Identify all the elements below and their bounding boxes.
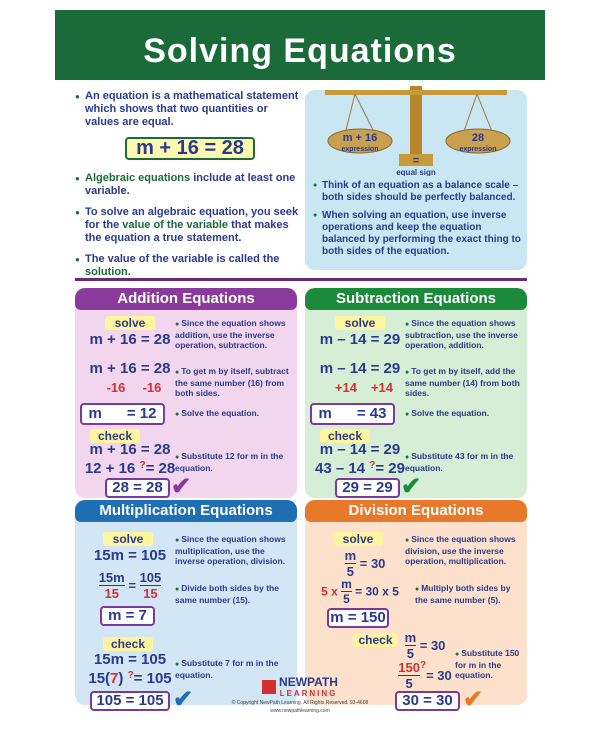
right-pan-sublabel: expression [459,146,497,153]
multiplication-check-label: check [103,637,153,651]
subtraction-equation-4 [310,460,410,477]
addition-note-1: ● Since the equation shows addition, use the inverse operation, subtraction. [175,318,295,350]
balance-paragraph-2: ● When solving an equation, use inverse operations and keep the equation balanced by performing the exact thing to both sides of the equation. [313,210,523,258]
division-eq3-right: = 30 [416,638,446,653]
newpath-logo-icon [262,680,276,694]
addition-subtract-left: -16 [106,380,126,395]
addition-check-label: check [90,429,140,443]
multiplication-f1-denominator: 15 [104,586,119,601]
multiplication-eq4-right: = 105 [133,670,172,687]
page-title: Solving Equations [143,32,457,70]
subtraction-note-3: ● Solve the equation. [405,408,525,420]
division-fraction-3 [405,630,417,661]
subtraction-equation-2: m – 14 = 29 [319,360,401,377]
intro-p4-start: The value of the variable is called the [85,253,280,265]
right-pan-label: 28 [471,132,485,144]
subtraction-note-2: ● To get m by itself, add the same number (14) from both sides. [405,366,525,398]
intro-paragraph-4 [75,253,305,279]
division-f1-denominator: 5 [346,564,354,579]
addition-equation-3: m + 16 = 28 [89,441,171,458]
addition-equation-1: m + 16 = 28 [89,331,171,348]
subtraction-question-mark: ? [369,460,376,471]
multiplication-final: 105 = 105 [90,691,170,711]
equal-sign-label: equal sign [396,168,436,176]
poster [55,10,545,725]
addition-eq4-right: = 28 [145,460,176,477]
subtraction-check-label: check [320,429,370,443]
term-algebraic-equations: Algebraic equations [85,172,191,184]
intro-p2-rest: include at least one variable. [85,172,296,197]
subtraction-eq4-left: 43 – 14 [315,460,370,477]
subtraction-equation-3: m – 14 = 29 [319,441,401,458]
multiplication-solve-label: solve [103,532,153,546]
logo-word-2: LEARNING [279,689,338,698]
subtraction-solve-label: solve [335,316,385,330]
multiplication-title: Multiplication Equations [75,500,297,522]
subtraction-equation-1: m – 14 = 29 [319,331,401,348]
multiplication-eq4-paren: ) [118,670,128,687]
intro-p3-end: that makes the equation a true statement. [85,219,289,244]
multiplication-checkmark-icon: ✔ [173,686,194,713]
addition-title: Addition Equations [75,288,297,310]
left-pan-sublabel: expression [341,146,379,153]
multiplication-note-2: ● Divide both sides by the same number (15). [175,583,295,605]
division-title: Division Equations [305,500,527,522]
addition-solve-label: solve [105,316,155,330]
addition-final: 28 = 28 [105,478,170,498]
division-equation-3 [395,630,455,661]
multiplication-question-mark: ? [127,670,134,681]
addition-note-3: ● Solve the equation. [175,408,295,420]
multiplication-fraction-left [99,570,125,601]
multiplication-equation-1: 15m = 105 [93,547,167,564]
left-pan-label: m + 16 [342,132,378,144]
division-multiply-step [305,577,415,606]
subtraction-add-right: +14 [370,380,394,395]
division-solve-label: solve [333,532,383,546]
footer [220,675,380,714]
subtraction-section [305,288,527,498]
addition-equation-2: m + 16 = 28 [89,360,171,377]
scale-beam [325,90,507,95]
term-value-of-variable: value of the variable [122,219,229,231]
newpath-logo [220,675,380,698]
division-equation-1 [320,548,410,579]
division-fraction-4 [398,660,420,691]
intro-paragraph-3 [75,206,305,245]
balance-text [313,180,523,264]
intro-paragraph-2 [75,172,305,198]
addition-equation-4 [80,460,180,477]
multiplication-eq4-left: 15( [88,670,111,687]
division-question-mark: ? [419,660,427,671]
multiplication-substituted-value: 7 [110,670,119,687]
subtraction-checkmark-icon: ✔ [401,473,422,500]
division-f1-numerator: m [344,548,357,563]
addition-note-2: ● To get m by itself, subtract the same number (16) from both sides. [175,366,295,398]
multiplication-note-3: ● Substitute 7 for m in the equation. [175,658,295,680]
multiplication-note-1: ● Since the equation shows multiplication, use the inverse operation, division. [175,534,295,566]
division-eq1-right: = 30 [356,556,386,571]
division-check-label: check [353,633,398,647]
section-divider [75,278,527,281]
division-note-3: ● Substitute 150 for m in the equation. [455,648,525,680]
division-equation-4 [390,660,460,691]
addition-subtract-right: -16 [142,380,162,395]
division-fraction-2 [341,577,352,606]
multiplication-equation-3: 15m = 105 [93,651,167,668]
multiplication-fraction-step [85,570,175,601]
copyright-text: © Copyright NewPath Learning. All Rights Reserved. 93-4608 [231,700,369,706]
title-banner [55,10,545,80]
addition-answer: m = 12 [80,403,165,425]
multiplication-f2-denominator: 15 [143,586,158,601]
division-final: 30 = 30 [395,691,460,711]
addition-eq4-left: 12 + 16 [84,460,140,477]
intro-text [75,90,305,287]
addition-section [75,288,297,498]
subtraction-final: 29 = 29 [335,478,400,498]
division-f3-numerator: m [404,630,417,645]
division-note-2: ● Multiply both sides by the same number (5). [415,583,525,605]
division-f3-denominator: 5 [406,646,414,661]
subtraction-note-1: ● Since the equation shows subtraction, use the inverse operation, addition. [405,318,525,350]
subtraction-add-left: +14 [334,380,358,395]
multiplication-answer: m = 7 [100,606,155,626]
balance-paragraph-1: ● Think of an equation as a balance scale – both sides should be perfectly balanced. [313,180,523,204]
subtraction-answer: m = 43 [310,403,395,425]
division-f4-denominator: 5 [405,676,413,691]
subtraction-eq4-right: = 29 [375,460,405,477]
division-eq4-right: = 30 [426,668,452,683]
division-note-1: ● Since the equation shows division, use the inverse operation, multiplication. [405,534,525,566]
example-equation: m + 16 = 28 [125,137,255,160]
logo-word-1: NEWPATH [279,675,338,689]
division-checkmark-icon: ✔ [463,686,484,713]
intro-p3-start: To solve an algebraic equation, you seek for the [85,206,299,231]
newpath-logo-text [279,675,338,698]
multiplication-f2-numerator: 105 [139,570,162,585]
division-multiply-left: 5 x [321,584,338,599]
intro-paragraph-1: ● An equation is a mathematical statement which shows that two quantities or values are equal. [75,90,305,129]
equal-sign-symbol: = [412,155,420,167]
scale-post [410,86,422,156]
term-solution: solution. [85,266,131,278]
division-f2-denominator: 5 [343,592,350,606]
addition-checkmark-icon: ✔ [171,473,192,500]
website-url: www.newpathlearning.com [270,708,330,714]
multiplication-equation-4 [80,670,180,687]
subtraction-note-4: ● Substitute 43 for m in the equation. [405,451,525,473]
division-multiply-right: = 30 x 5 [355,584,399,599]
addition-question-mark: ? [139,460,146,471]
subtraction-title: Subtraction Equations [305,288,527,310]
multiplication-fraction-right [140,570,162,601]
division-fraction-1 [345,548,357,579]
division-f4-numerator: 150 [398,660,420,675]
division-f2-numerator: m [341,577,352,591]
balance-scale-illustration [305,76,527,176]
addition-note-4: ● Substitute 12 for m in the equation. [175,451,295,473]
multiplication-f1-numerator: 15m [98,570,125,585]
division-answer: m = 150 [327,608,389,628]
multiplication-equals: = [128,578,136,593]
